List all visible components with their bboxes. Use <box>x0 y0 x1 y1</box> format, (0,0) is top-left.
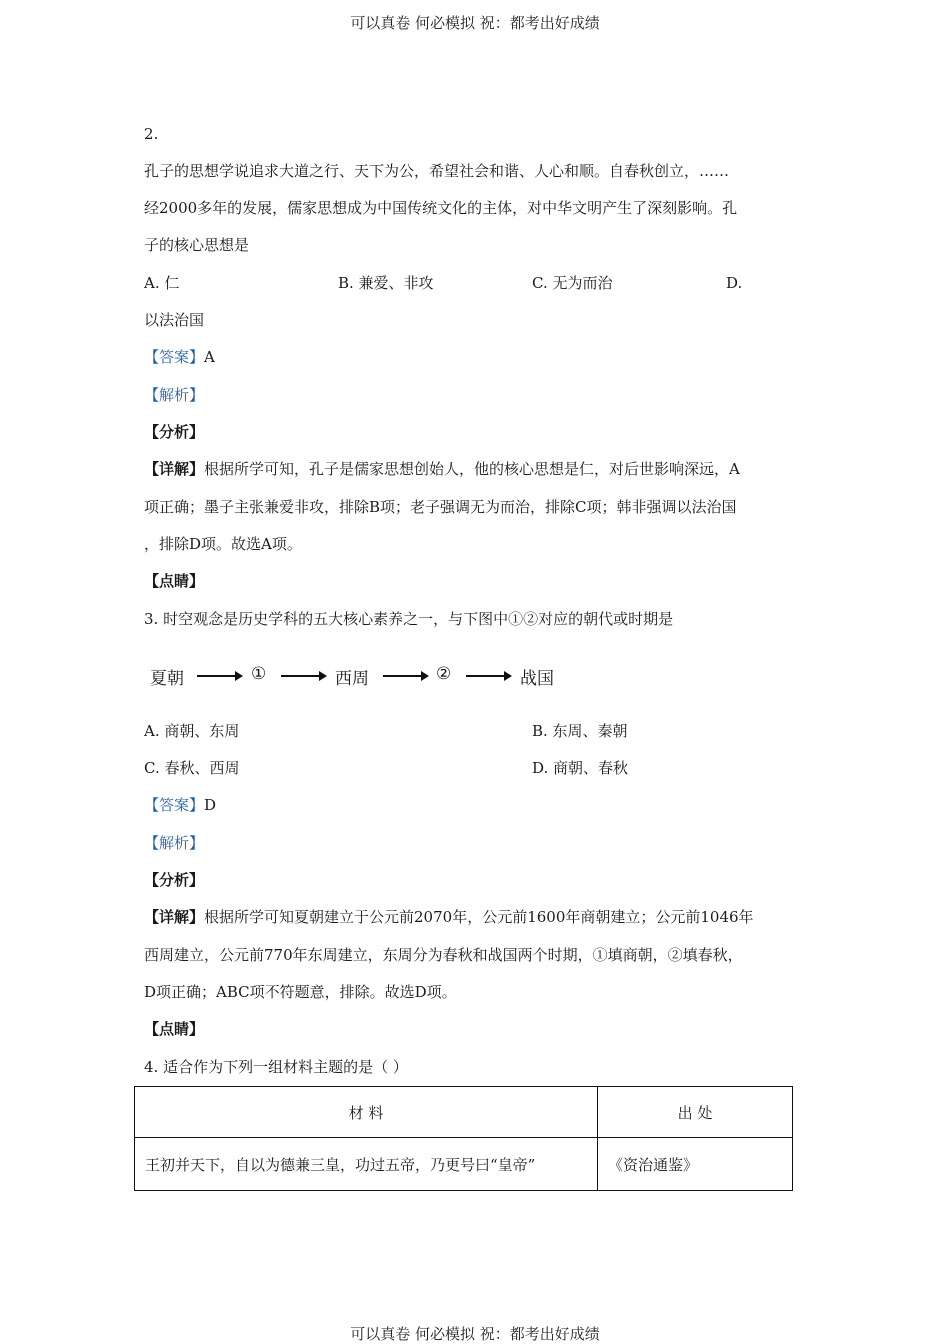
q2-answer <box>144 346 215 368</box>
timeline-arrow-icon <box>281 675 325 677</box>
timeline-arrow-icon <box>197 675 241 677</box>
table-cell-material: 王初并天下，自以为德兼三皇，功过五帝，乃更号曰“皇帝” <box>135 1138 598 1191</box>
q2-stem-line-1: 孔子的思想学说追求大道之行、天下为公，希望社会和谐、人心和顺。自春秋创立，…… <box>144 162 730 180</box>
q3-answer <box>144 794 216 816</box>
q3-stem: 3. 时空观念是历史学科的五大核心素养之一，与下图中①②对应的朝代或时期是 <box>144 610 674 628</box>
q4-stem: 4. 适合作为下列一组材料主题的是（ ） <box>144 1058 408 1076</box>
q2-option-d: D. <box>726 274 743 292</box>
q2-number: 2. <box>144 125 159 143</box>
timeline-xia: 夏朝 <box>150 669 184 689</box>
q2-answer-value: A <box>204 348 215 366</box>
q3-answer-label: 【答案】 <box>144 796 205 814</box>
page-header: 可以真卷 何必模拟 祝：都考出好成绩 <box>350 14 600 32</box>
q3-option-d: D. 商朝、春秋 <box>532 759 629 777</box>
q2-answer-label: 【答案】 <box>144 348 205 366</box>
q2-detail-text-1: 根据所学可知，孔子是儒家思想创始人，他的核心思想是仁，对后世影响深远，A <box>204 460 740 478</box>
q3-detail-line-1 <box>144 906 754 928</box>
table-header-source: 出 处 <box>598 1087 793 1138</box>
q3-dianjing-label: 【点睛】 <box>144 1020 205 1038</box>
table-header-material: 材 料 <box>135 1087 598 1138</box>
q3-option-b: B. 东周、秦朝 <box>532 722 628 740</box>
q2-analysis-label: 【解析】 <box>144 386 205 404</box>
q2-detail-label: 【详解】 <box>144 460 205 478</box>
q2-fenxi-label: 【分析】 <box>144 423 205 441</box>
q2-detail-line-1 <box>144 458 740 480</box>
q2-dianjing-label: 【点睛】 <box>144 572 205 590</box>
q3-option-c: C. 春秋、西周 <box>144 759 240 777</box>
q2-stem-line-2: 经2000多年的发展，儒家思想成为中国传统文化的主体，对中华文明产生了深刻影响。孔 <box>144 199 738 217</box>
timeline-xizhou: 西周 <box>335 669 369 689</box>
q3-detail-text-1: 根据所学可知夏朝建立于公元前2070年，公元前1600年商朝建立；公元前1046年 <box>204 908 754 926</box>
q3-analysis-label: 【解析】 <box>144 834 205 852</box>
table-row <box>135 1138 793 1191</box>
q2-stem-line-3: 子的核心思想是 <box>144 236 250 254</box>
q2-option-a: A. 仁 <box>144 274 180 292</box>
timeline-blank-1: ① <box>251 664 267 684</box>
timeline-zhanguo: 战国 <box>520 669 554 689</box>
q3-option-a: A. 商朝、东周 <box>144 722 240 740</box>
table-header-row <box>135 1087 793 1138</box>
page-footer: 可以真卷 何必模拟 祝：都考出好成绩 <box>350 1325 600 1343</box>
table-cell-source: 《资治通鉴》 <box>598 1138 793 1191</box>
q3-fenxi-label: 【分析】 <box>144 871 205 889</box>
q3-detail-line-3: D项正确；ABC项不符题意，排除。故选D项。 <box>144 983 457 1001</box>
q3-timeline-figure <box>150 662 570 690</box>
timeline-arrow-icon <box>383 675 427 677</box>
q3-detail-line-2: 西周建立，公元前770年东周建立，东周分为春秋和战国两个时期，①填商朝，②填春秋， <box>144 946 743 964</box>
q2-option-c: C. 无为而治 <box>532 274 613 292</box>
q2-option-b: B. 兼爱、非攻 <box>338 274 434 292</box>
q2-detail-line-2: 项正确；墨子主张兼爱非攻，排除B项；老子强调无为而治，排除C项；韩非强调以法治国 <box>144 498 737 516</box>
q2-detail-line-3: ，排除D项。故选A项。 <box>144 535 302 553</box>
timeline-arrow-icon <box>466 675 510 677</box>
q3-detail-label: 【详解】 <box>144 908 205 926</box>
timeline-blank-2: ② <box>436 664 452 684</box>
q3-answer-value: D <box>204 796 217 814</box>
q4-source-table <box>134 1086 793 1191</box>
q2-option-d-text: 以法治国 <box>144 311 205 329</box>
